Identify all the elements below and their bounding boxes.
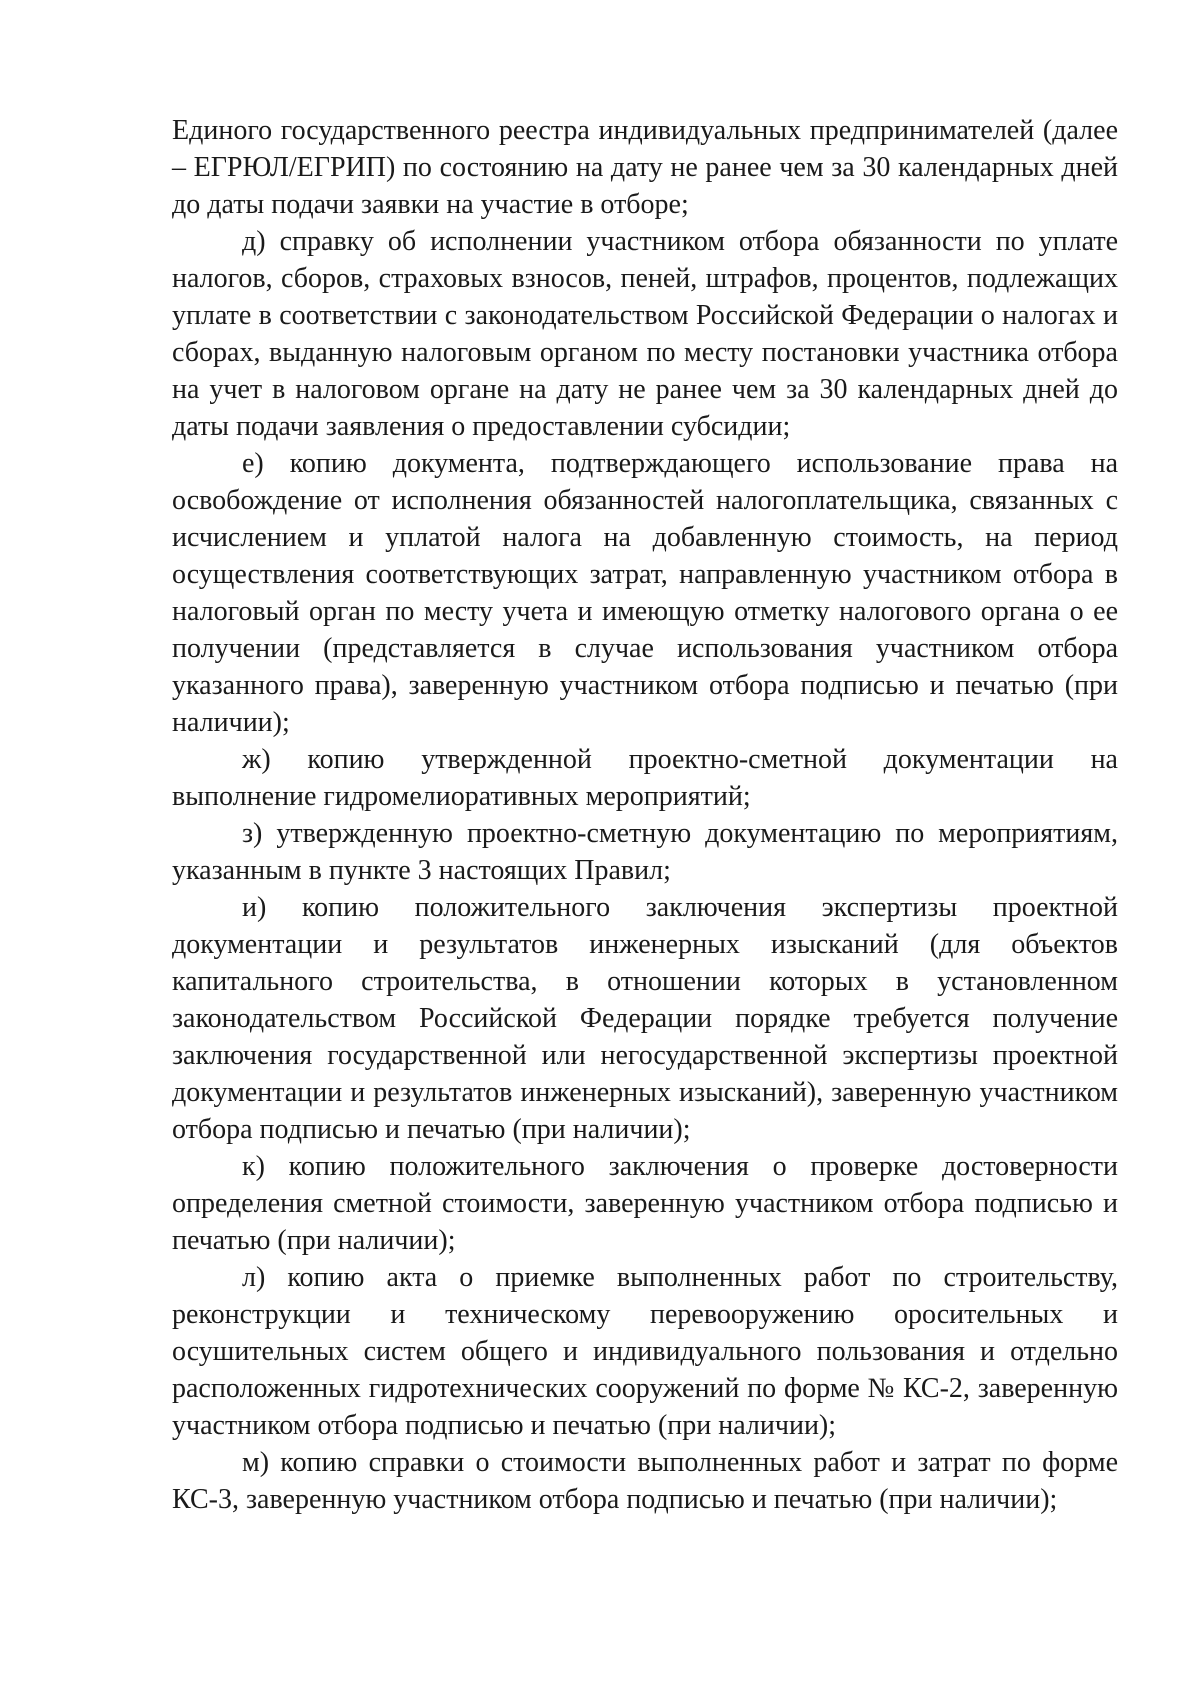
paragraph-l: л) копию акта о приемке выполненных работ по строительству, реконструкции и техническому перевооружению оросительных и осушительных систем общего и индивидуального пользования и отдельно расположенных гидротехнических сооружений по форме № КС-2, заверенную участником отбора подписью и печатью (при наличии); — [172, 1262, 1118, 1441]
paragraph-continuation: Единого государственного реестра индивидуальных предпринимателей (далее – ЕГРЮЛ/ЕГРИП) по состоянию на дату не ранее чем за 30 календарных дней до даты подачи заявки на участие в отборе; — [172, 115, 1118, 220]
paragraph-zh: ж) копию утвержденной проектно-сметной документации на выполнение гидромелиоративных мероприятий; — [172, 744, 1118, 812]
paragraph-k: к) копию положительного заключения о проверке достоверности определения сметной стоимости, заверенную участником отбора подписью и печатью (при наличии); — [172, 1151, 1118, 1256]
document-page — [172, 112, 1118, 1518]
paragraph-z: з) утвержденную проектно-сметную документацию по мероприятиям, указанным в пункте 3 настоящих Правил; — [172, 818, 1118, 886]
paragraph-m: м) копию справки о стоимости выполненных работ и затрат по форме КС-3, заверенную участником отбора подписью и печатью (при наличии); — [172, 1447, 1118, 1515]
paragraph-d: д) справку об исполнении участником отбора обязанности по уплате налогов, сборов, страховых взносов, пеней, штрафов, процентов, подлежащих уплате в соответствии с законодательством Российской Федерации о налогах и сборах, выданную налоговым органом по месту постановки участника отбора на учет в налоговом органе на дату не ранее чем за 30 календарных дней до даты подачи заявления о предоставлении субсидии; — [172, 226, 1118, 442]
paragraph-i: и) копию положительного заключения экспертизы проектной документации и результатов инженерных изысканий (для объектов капитального строительства, в отношении которых в установленном законодательством Российской Федерации порядке требуется получение заключения государственной или негосударственной экспертизы проектной документации и результатов инженерных изысканий), заверенную участником отбора подписью и печатью (при наличии); — [172, 892, 1118, 1145]
paragraph-e: е) копию документа, подтверждающего использование права на освобождение от исполнения обязанностей налогоплательщика, связанных с исчислением и уплатой налога на добавленную стоимость, на период осуществления соответствующих затрат, направленную участником отбора в налоговый орган по месту учета и имеющую отметку налогового органа о ее получении (представляется в случае использования участником отбора указанного права), заверенную участником отбора подписью и печатью (при наличии); — [172, 448, 1118, 738]
